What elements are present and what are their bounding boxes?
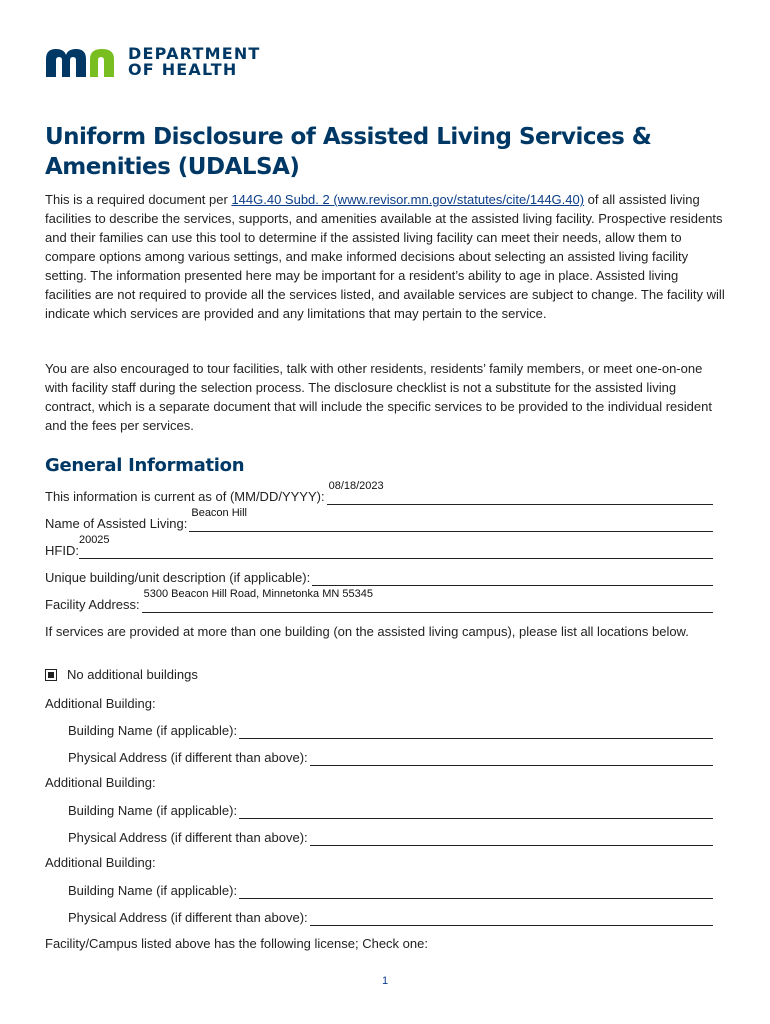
no-additional-buildings-row [45, 667, 198, 682]
facility-address-value: 5300 Beacon Hill Road, Minnetonka MN 55345 [143, 588, 373, 600]
facility-address-label: Facility Address: [45, 597, 140, 612]
additional-building-1-label: Additional Building: [45, 696, 156, 711]
building-3-name-input[interactable] [239, 878, 713, 899]
facility-address-input[interactable] [142, 588, 713, 613]
building-3-name-field [68, 879, 713, 899]
building-1-address-label: Physical Address (if different than above): [68, 750, 308, 765]
building-1-address-field [68, 746, 713, 766]
building-3-name-label: Building Name (if applicable): [68, 883, 238, 898]
building-2-address-field [68, 826, 713, 846]
facility-address-field [45, 588, 713, 613]
page-title: Uniform Disclosure of Assisted Living Services & Amenities (UDALSA) [45, 124, 652, 180]
logo-line-health: OF HEALTH [128, 60, 238, 79]
building-1-name-field [68, 719, 713, 739]
no-additional-buildings-checkbox[interactable] [45, 669, 57, 681]
current-as-of-field [45, 480, 713, 505]
building-3-address-input[interactable] [310, 905, 713, 926]
multi-building-note: If services are provided at more than one building (on the assisted living campus), please list all locations below. [45, 624, 689, 639]
building-1-address-input[interactable] [310, 745, 713, 766]
intro-suffix: of all assisted living facilities to describe the services, supports, and amenities available at the assisted living facility. Prospective residents and their families can use this tool to determine if the assisted living facility can meet their needs, allow them to compare options among various settings, and make informed decisions about selecting an assisted living facility setting. The information presented here may be important for a resident’s ability to age in place. Assisted living facilities are not required to provide all the services listed, and available services are subject to change. The facility will indicate which services are provided and any limitations that may pertain to the service. [45, 192, 725, 321]
general-information-heading: General Information [45, 455, 245, 476]
checkbox-checked-mark-icon [48, 672, 54, 678]
building-2-address-label: Physical Address (if different than above): [68, 830, 308, 845]
building-3-address-label: Physical Address (if different than above): [68, 910, 308, 925]
building-2-name-label: Building Name (if applicable): [68, 803, 238, 818]
current-as-of-label: This information is current as of (MM/DD/YYYY): [45, 489, 325, 504]
building-3-address-field [68, 906, 713, 926]
building-2-name-input[interactable] [239, 798, 713, 819]
unique-building-input[interactable] [312, 565, 713, 586]
license-prompt: Facility/Campus listed above has the following license; Check one: [45, 936, 428, 951]
assisted-living-name-input[interactable] [189, 507, 713, 532]
hfid-label: HFID: [45, 543, 79, 558]
building-2-address-input[interactable] [310, 825, 713, 846]
building-1-name-input[interactable] [239, 718, 713, 739]
encourage-paragraph: You are also encouraged to tour facilities, talk with other residents, residents’ family members, or meet one-on-one with facility staff during the selection process. The disclosure checklist is not a substitute for the assisted living contract, which is a separate document that will include the specific services to be provided to the individual resident and the fees per services. [45, 361, 712, 433]
intro-paragraph [45, 190, 725, 323]
no-additional-buildings-label: No additional buildings [67, 667, 198, 682]
assisted-living-name-label: Name of Assisted Living: [45, 516, 188, 531]
unique-building-field [45, 566, 713, 586]
statute-link[interactable]: 144G.40 Subd. 2 (www.revisor.mn.gov/statutes/cite/144G.40) [231, 192, 585, 207]
assisted-living-name-field [45, 507, 713, 532]
building-2-name-field [68, 799, 713, 819]
additional-building-3-label: Additional Building: [45, 855, 156, 870]
current-as-of-input[interactable] [327, 480, 713, 505]
hfid-value: 20025 [78, 534, 110, 546]
logo-line-department: DEPARTMENT [128, 44, 261, 63]
hfid-field [45, 534, 713, 559]
page-number: 1 [381, 975, 389, 987]
mn-logo-icon [44, 45, 122, 79]
logo-wordmark [128, 46, 261, 78]
current-as-of-value: 08/18/2023 [328, 480, 384, 492]
mdh-logo [44, 44, 261, 80]
additional-building-2-label: Additional Building: [45, 775, 156, 790]
building-1-name-label: Building Name (if applicable): [68, 723, 238, 738]
unique-building-label: Unique building/unit description (if applicable): [45, 570, 311, 585]
hfid-input[interactable] [78, 534, 713, 559]
assisted-living-name-value: Beacon Hill [191, 507, 247, 519]
intro-prefix: This is a required document per [45, 192, 232, 207]
